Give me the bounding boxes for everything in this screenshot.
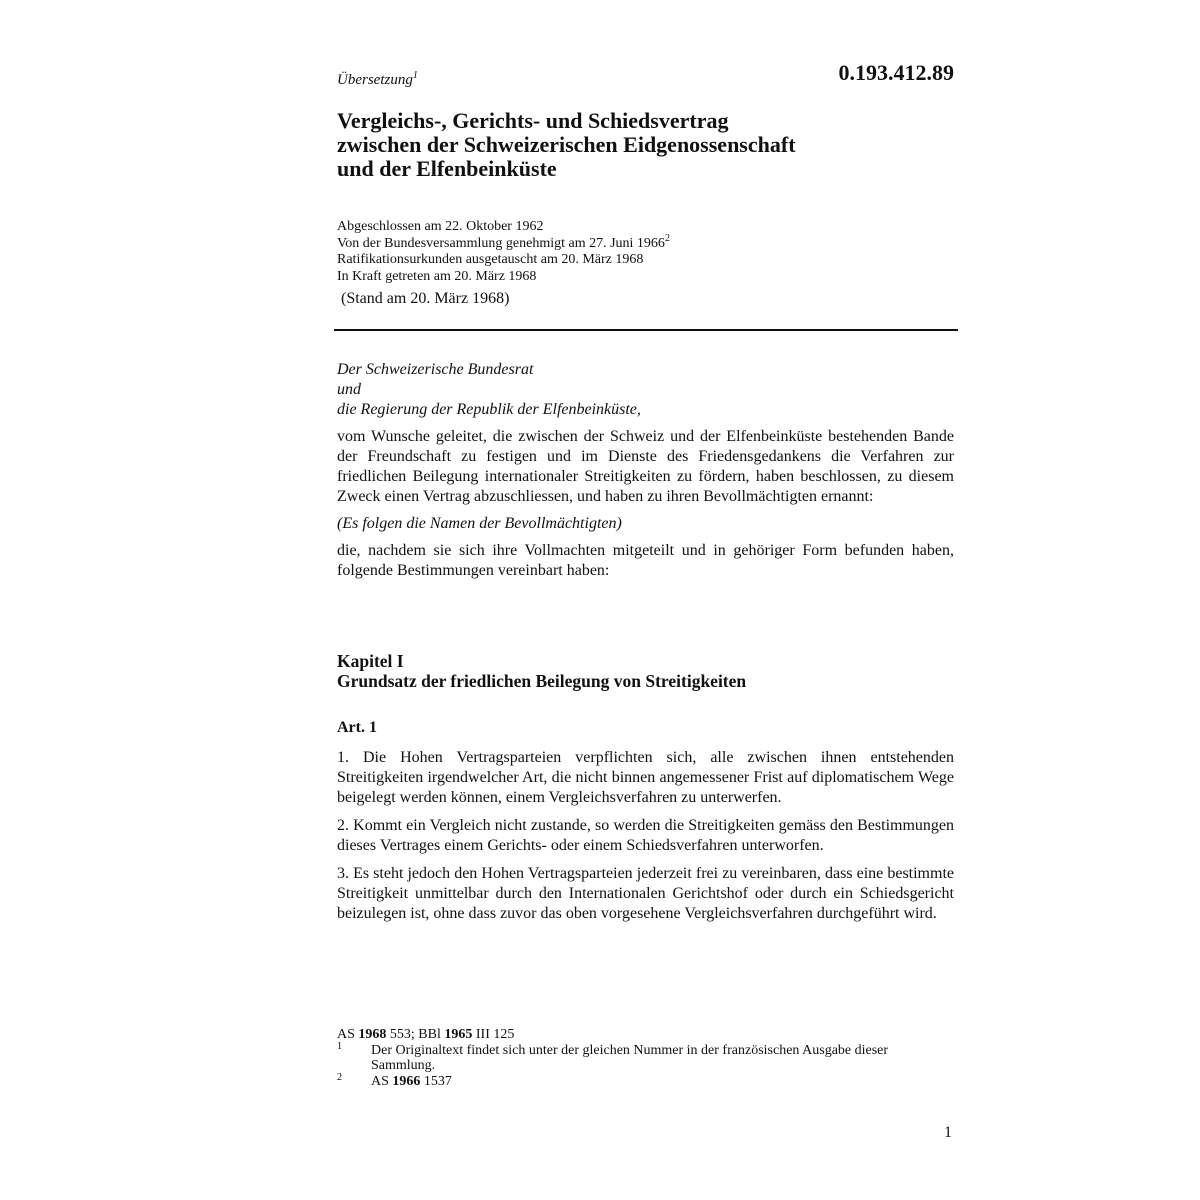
footnote-1 bbox=[337, 1040, 954, 1074]
title-line-3: und der Elfenbeinküste bbox=[337, 156, 557, 181]
party-conjunction: und bbox=[337, 381, 361, 398]
status-date: (Stand am 20. März 1968) bbox=[341, 290, 510, 307]
header-divider bbox=[334, 329, 958, 331]
preamble-paragraph-1: vom Wunsche geleitet, die zwischen der Schweiz und der Elfenbeinküste bestehenden Bande der Freundschaft zu festigen und im Dienste des Friedensgedankens die Verfahren zur friedlichen Beilegung internationaler Streitigkeiten zu fördern, haben beschlossen, zu diesem Zweck einen Vertrag abzuschliessen, und haben zu ihren Bevollmächtigten ernannt: bbox=[337, 428, 954, 505]
plenipotentiaries-note: (Es folgen die Namen der Bevollmächtigten) bbox=[337, 515, 622, 532]
approval-date bbox=[337, 232, 954, 253]
article-body bbox=[337, 748, 954, 932]
footnote-ref-1[interactable]: 1 bbox=[412, 70, 418, 81]
preamble bbox=[337, 360, 954, 581]
footnote-2-number: 2 bbox=[337, 1071, 342, 1083]
approval-text: Von der Bundesversammlung genehmigt am 27. Juni 1966 bbox=[337, 235, 665, 251]
chapter-heading bbox=[337, 651, 954, 691]
article-heading: Art. 1 bbox=[337, 719, 377, 736]
bbl-year: 1965 bbox=[444, 1027, 473, 1042]
chapter-title: Grundsatz der friedlichen Beilegung von Streitigkeiten bbox=[337, 671, 747, 691]
as-rest: 553; BBl bbox=[386, 1027, 445, 1042]
party-1: Der Schweizerische Bundesrat bbox=[337, 361, 534, 378]
footnote-1-number: 1 bbox=[337, 1040, 342, 1052]
in-force-date: In Kraft getreten am 20. März 1968 bbox=[337, 268, 537, 284]
footnotes bbox=[337, 1027, 954, 1089]
footnote-2-as-prefix: AS bbox=[371, 1073, 393, 1089]
sr-number: 0.193.412.89 bbox=[838, 60, 954, 85]
source-reference bbox=[337, 1027, 954, 1043]
footnote-2-as-rest: 1537 bbox=[420, 1073, 452, 1089]
party-2: die Regierung der Republik der Elfenbeinküste, bbox=[337, 401, 641, 418]
article-paragraph-1: 1. Die Hohen Vertragsparteien verpflichten sich, alle zwischen ihnen entstehenden Streitigkeiten irgendwelcher Art, die nicht binnen angemessener Frist auf diplomatischem Wege beigelegt werden können, einem Vergleichsverfahren zu unterwerfen. bbox=[337, 749, 954, 806]
preamble-paragraph-2: die, nachdem sie sich ihre Vollmachten mitgeteilt und in gehöriger Form befunden haben, folgende Bestimmungen vereinbart haben: bbox=[337, 542, 954, 579]
as-prefix: AS bbox=[337, 1027, 359, 1042]
title-line-1: Vergleichs-, Gerichts- und Schiedsvertrag bbox=[337, 108, 729, 133]
footnote-1-text: Der Originaltext findet sich unter der gleichen Nummer in der französischen Ausgabe dieser Sammlung. bbox=[371, 1042, 889, 1073]
translation-label bbox=[337, 72, 954, 89]
chapter-number: Kapitel I bbox=[337, 651, 404, 671]
page-number: 1 bbox=[944, 1124, 952, 1141]
document-title bbox=[337, 109, 954, 181]
footnote-2 bbox=[337, 1071, 954, 1090]
as-year: 1968 bbox=[358, 1027, 387, 1042]
article-paragraph-2: 2. Kommt ein Vergleich nicht zustande, so werden die Streitigkeiten gemäss den Bestimmungen dieses Vertrages einem Gerichts- oder einem Schiedsverfahren unterworfen. bbox=[337, 817, 954, 854]
translation-text: Übersetzung bbox=[337, 72, 413, 88]
bbl-rest: III 125 bbox=[472, 1027, 515, 1042]
footnote-ref-2[interactable]: 2 bbox=[664, 232, 670, 244]
treaty-metadata bbox=[337, 219, 954, 285]
title-line-2: zwischen der Schweizerischen Eidgenossenschaft bbox=[337, 132, 796, 157]
concluded-date: Abgeschlossen am 22. Oktober 1962 bbox=[337, 219, 544, 234]
article-paragraph-3: 3. Es steht jedoch den Hohen Vertragsparteien jederzeit frei zu vereinbaren, dass eine bestimmte Streitigkeit unmittelbar durch den Internationalen Gerichtshof oder durch ein Schiedsgericht beizulegen ist, ohne dass zuvor das oben vorgesehene Vergleichsverfahren durchgeführt wird. bbox=[337, 865, 954, 922]
ratification-date: Ratifikationsurkunden ausgetauscht am 20. März 1968 bbox=[337, 252, 644, 267]
footnote-2-as-year: 1966 bbox=[392, 1073, 421, 1089]
